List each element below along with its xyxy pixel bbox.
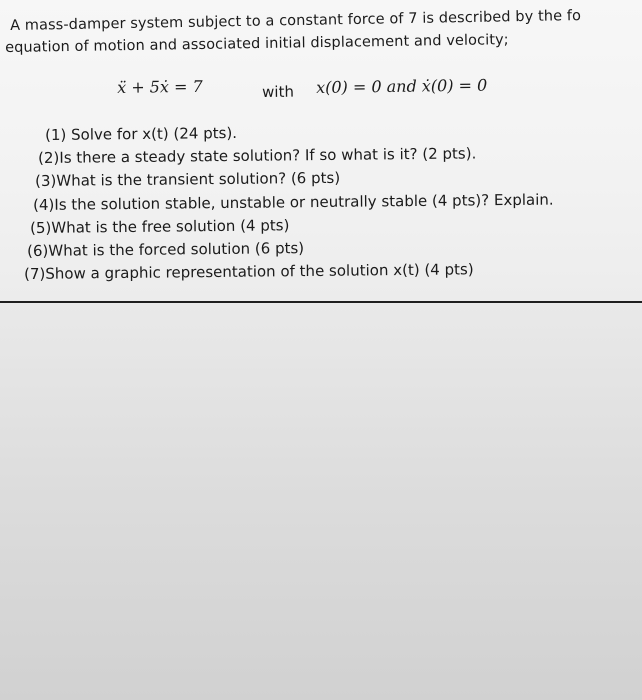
with-label: with (262, 82, 295, 101)
intro-line-1: A mass-damper system subject to a constant force of 7 is described by the fo (10, 8, 582, 34)
differential-equation: ẍ + 5ẋ = 7 (117, 76, 203, 97)
section-divider (0, 301, 642, 303)
question-7: (7)Show a graphic representation of the solution x(t) (4 pts) (24, 260, 474, 283)
intro-line-2: equation of motion and associated initial displacement and velocity; (5, 32, 509, 56)
question-6: (6)What is the forced solution (6 pts) (27, 239, 305, 260)
initial-conditions: x(0) = 0 and ẋ(0) = 0 (316, 75, 488, 97)
blank-lower-area (0, 304, 642, 700)
question-2: (2)Is there a steady state solution? If so what is it? (2 pts). (38, 144, 477, 167)
question-1: (1) Solve for x(t) (24 pts). (45, 123, 238, 144)
question-4: (4)Is the solution stable, unstable or neutrally stable (4 pts)? Explain. (33, 190, 554, 214)
question-5: (5)What is the free solution (4 pts) (30, 216, 290, 237)
question-3: (3)What is the transient solution? (6 pts) (35, 168, 341, 190)
